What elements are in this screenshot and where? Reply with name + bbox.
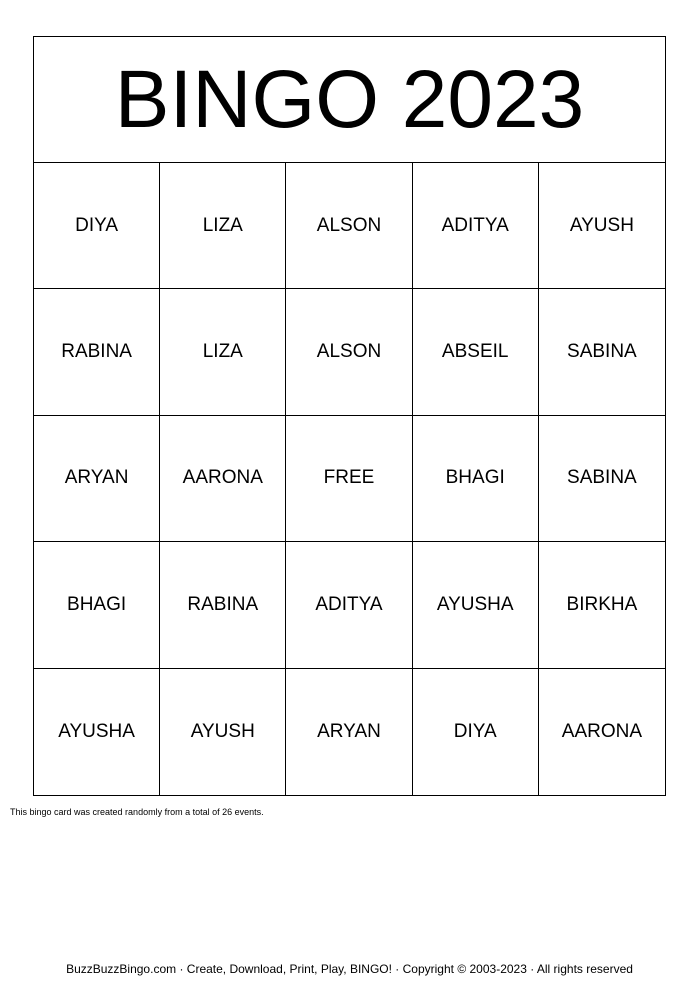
bingo-cell: ALSON — [286, 163, 412, 289]
bingo-cell: AYUSHA — [34, 669, 160, 795]
card-title: BINGO 2023 — [34, 37, 665, 163]
bingo-cell: DIYA — [413, 669, 539, 795]
footer-text: BuzzBuzzBingo.com · Create, Download, Print, Play, BINGO! · Copyright © 2003-2023 · All rights reserved — [66, 962, 633, 976]
bingo-cell: ARYAN — [34, 416, 160, 542]
bingo-cell: SABINA — [539, 289, 665, 415]
bingo-cell: RABINA — [34, 289, 160, 415]
bingo-cell: ALSON — [286, 289, 412, 415]
bingo-cell: RABINA — [160, 542, 286, 668]
bingo-cell: LIZA — [160, 289, 286, 415]
bingo-cell: ARYAN — [286, 669, 412, 795]
bingo-cell: LIZA — [160, 163, 286, 289]
bingo-cell: AYUSHA — [413, 542, 539, 668]
bingo-card — [33, 36, 666, 796]
bingo-cell: ADITYA — [413, 163, 539, 289]
bingo-cell: DIYA — [34, 163, 160, 289]
bingo-cell: BHAGI — [34, 542, 160, 668]
generation-note: This bingo card was created randomly from a total of 26 events. — [10, 807, 264, 817]
bingo-cell: AYUSH — [539, 163, 665, 289]
bingo-cell: BIRKHA — [539, 542, 665, 668]
bingo-grid — [34, 163, 665, 795]
bingo-cell: AYUSH — [160, 669, 286, 795]
bingo-cell: AARONA — [160, 416, 286, 542]
bingo-cell: ADITYA — [286, 542, 412, 668]
bingo-cell: AARONA — [561, 720, 643, 742]
free-space-cell: FREE — [286, 416, 412, 542]
bingo-cell: BHAGI — [413, 416, 539, 542]
bingo-cell: ABSEIL — [413, 289, 539, 415]
bingo-cell: SABINA — [539, 416, 665, 542]
